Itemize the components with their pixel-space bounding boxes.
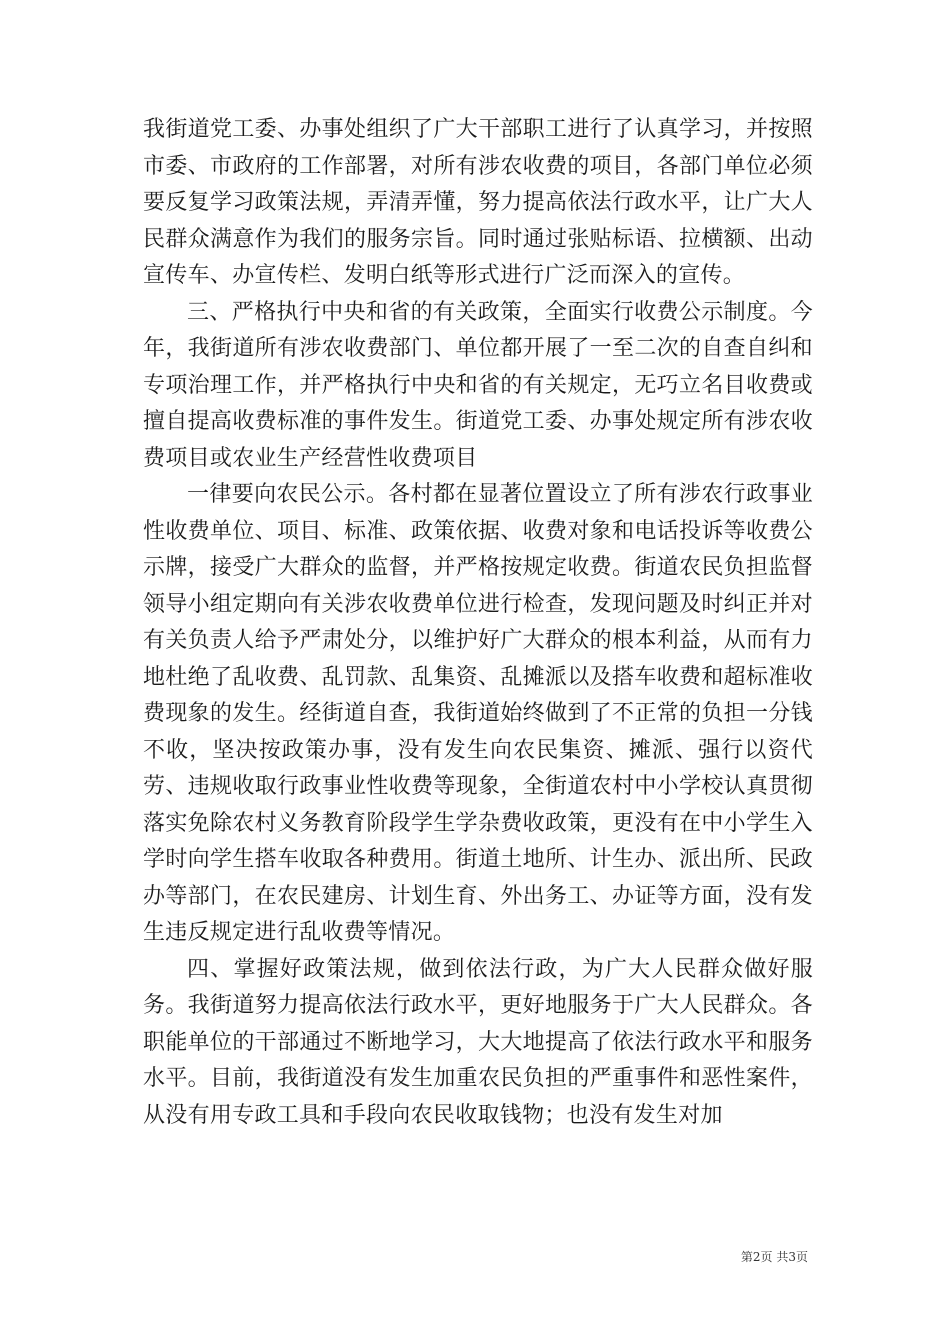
- page-number-footer: 第2页 共3页: [740, 1250, 808, 1264]
- paragraph-public-notice: 一律要向农民公示。各村都在显著位置设立了所有涉农行政事业性收费单位、项目、标准、政策依据、收费对象和电话投诉等收费公示牌，接受广大群众的监督，并严格按规定收费。街道农民负担监督领导小组定期向有关涉农收费单位进行检查，发现问题及时纠正并对有关负责人给予严肃处分，以维护好广大群众的根本利益，从而有力地杜绝了乱收费、乱罚款、乱集资、乱摊派以及搭车收费和超标准收费现象的发生。经街道自查，我街道始终做到了不正常的负担一分钱不收，坚决按政策办事，没有发生向农民集资、摊派、强行以资代劳、违规收取行政事业性收费等现象，全街道农村中小学校认真贯彻落实免除农村义务教育阶段学生学杂费收政策，更没有在中小学生入学时向学生搭车收取各种费用。街道土地所、计生办、派出所、民政办等部门，在农民建房、计划生育、外出务工、办证等方面，没有发生违反规定进行乱收费等情况。: [143, 482, 813, 945]
- paragraph-section-three: 三、严格执行中央和省的有关政策，全面实行收费公示制度。今年，我街道所有涉农收费部门、单位都开展了一至二次的自查自纠和专项治理工作，并严格执行中央和省的有关规定，无巧立名目收费或擅自提高收费标准的事件发生。街道党工委、办事处规定所有涉农收费项目或农业生产经营性收费项目: [143, 299, 813, 471]
- document-body: [143, 112, 813, 1134]
- paragraph-continuation: 我街道党工委、办事处组织了广大干部职工进行了认真学习，并按照市委、市政府的工作部署，对所有涉农收费的项目，各部门单位必须要反复学习政策法规，弄清弄懂，努力提高依法行政水平，让广大人民群众满意作为我们的服务宗旨。同时通过张贴标语、拉横额、出动宣传车、办宣传栏、发明白纸等形式进行广泛而深入的宣传。: [143, 117, 813, 288]
- paragraph-section-four: 四、掌握好政策法规，做到依法行政，为广大人民群众做好服务。我街道努力提高依法行政水平，更好地服务于广大人民群众。各职能单位的干部通过不断地学习，大大地提高了依法行政水平和服务水平。目前，我街道没有发生加重农民负担的严重事件和恶性案件，从没有用专政工具和手段向农民收取钱物；也没有发生对加: [143, 956, 813, 1128]
